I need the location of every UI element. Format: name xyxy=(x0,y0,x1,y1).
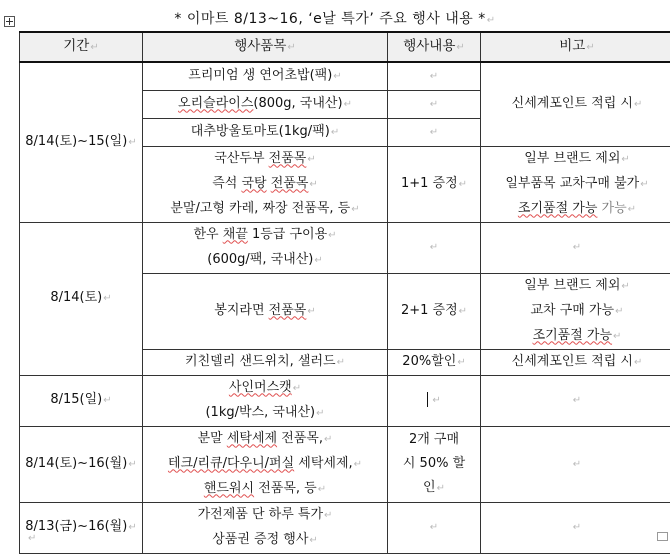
note-cell: ↵ xyxy=(481,375,670,426)
item-cell: 가전제품 단 하루 특가↵ 상품권 증정 행사↵ xyxy=(143,502,388,553)
item-cell: 국산두부 전품목↵ 즉석 국탕 전품목↵ 분말/고형 카레, 짜장 전품목, 등↵ xyxy=(143,146,388,222)
item-cell: 봉지라면 전품목↵ xyxy=(143,273,388,349)
period-cell: 8/13(금)~16(월)↵ xyxy=(20,502,143,553)
promo-cell: ↵ xyxy=(388,62,481,90)
promo-cell: 20%할인↵ xyxy=(388,349,481,375)
header-note: 비고↵ xyxy=(481,32,670,62)
item-cell: 프리미엄 생 연어초밥(팩)↵ xyxy=(143,62,388,90)
header-promo: 행사내용↵ xyxy=(388,32,481,62)
promo-cell: 1+1 증정↵ xyxy=(388,146,481,222)
table-row xyxy=(20,375,670,426)
promo-cell: ↵ xyxy=(388,90,481,118)
item-cell: 대추방울토마토(1kg/팩)↵ xyxy=(143,118,388,146)
note-cell: 신세계포인트 적립 시↵ xyxy=(481,62,670,146)
table-row xyxy=(20,62,670,90)
note-cell: 일부 브랜드 제외↵ 일부품목 교차구매 불가↵ 조기품절 가능 가능↵ xyxy=(481,146,670,222)
period-cell: 8/15(일)↵ xyxy=(20,375,143,426)
document-title: * 이마트 8/13~16, ‘e날 특가’ 주요 행사 내용 *↵ xyxy=(0,8,670,28)
item-cell: 오리슬라이스(800g, 국내산)↵ xyxy=(143,90,388,118)
promo-cell: ↵ xyxy=(388,222,481,273)
promo-cell: ↵ xyxy=(388,502,481,553)
promo-cell: 2개 구매 시 50% 할 인↵ xyxy=(388,426,481,502)
table-row xyxy=(20,222,670,273)
table-header-row xyxy=(20,32,670,62)
table-row xyxy=(20,426,670,502)
header-period: 기간↵ xyxy=(20,32,143,62)
note-cell: ↵ xyxy=(481,222,670,273)
period-cell: 8/14(토)~15(일)↵ xyxy=(20,62,143,222)
item-cell: 사인머스캣↵ (1kg/박스, 국내산)↵ xyxy=(143,375,388,426)
paragraph-mark-icon: ↵ xyxy=(28,533,36,544)
table-resize-handle-icon[interactable] xyxy=(657,532,668,541)
item-cell: 한우 채끝 1등급 구이용↵ (600g/팩, 국내산)↵ xyxy=(143,222,388,273)
item-cell: 분말 세탁세제 전품목,↵ 테크/리큐/다우니/퍼실 세탁세제,↵ 핸드워시 전품목, 등↵ xyxy=(143,426,388,502)
period-cell: 8/14(토)↵ xyxy=(20,222,143,375)
promotion-table xyxy=(19,31,670,554)
table-row xyxy=(20,502,670,553)
promo-cell[interactable]: ↵ xyxy=(388,375,481,426)
note-cell: 일부 브랜드 제외↵ 교차 구매 가능↵ 조기품절 가능↵ xyxy=(481,273,670,349)
note-cell: ↵ xyxy=(481,426,670,502)
promo-cell: ↵ xyxy=(388,118,481,146)
promo-cell: 2+1 증정↵ xyxy=(388,273,481,349)
period-cell: 8/14(토)~16(월)↵ xyxy=(20,426,143,502)
note-cell: ↵ xyxy=(481,502,670,553)
item-cell: 키친델리 샌드위치, 샐러드↵ xyxy=(143,349,388,375)
note-cell: 신세계포인트 적립 시↵ xyxy=(481,349,670,375)
header-items: 행사품목↵ xyxy=(143,32,388,62)
